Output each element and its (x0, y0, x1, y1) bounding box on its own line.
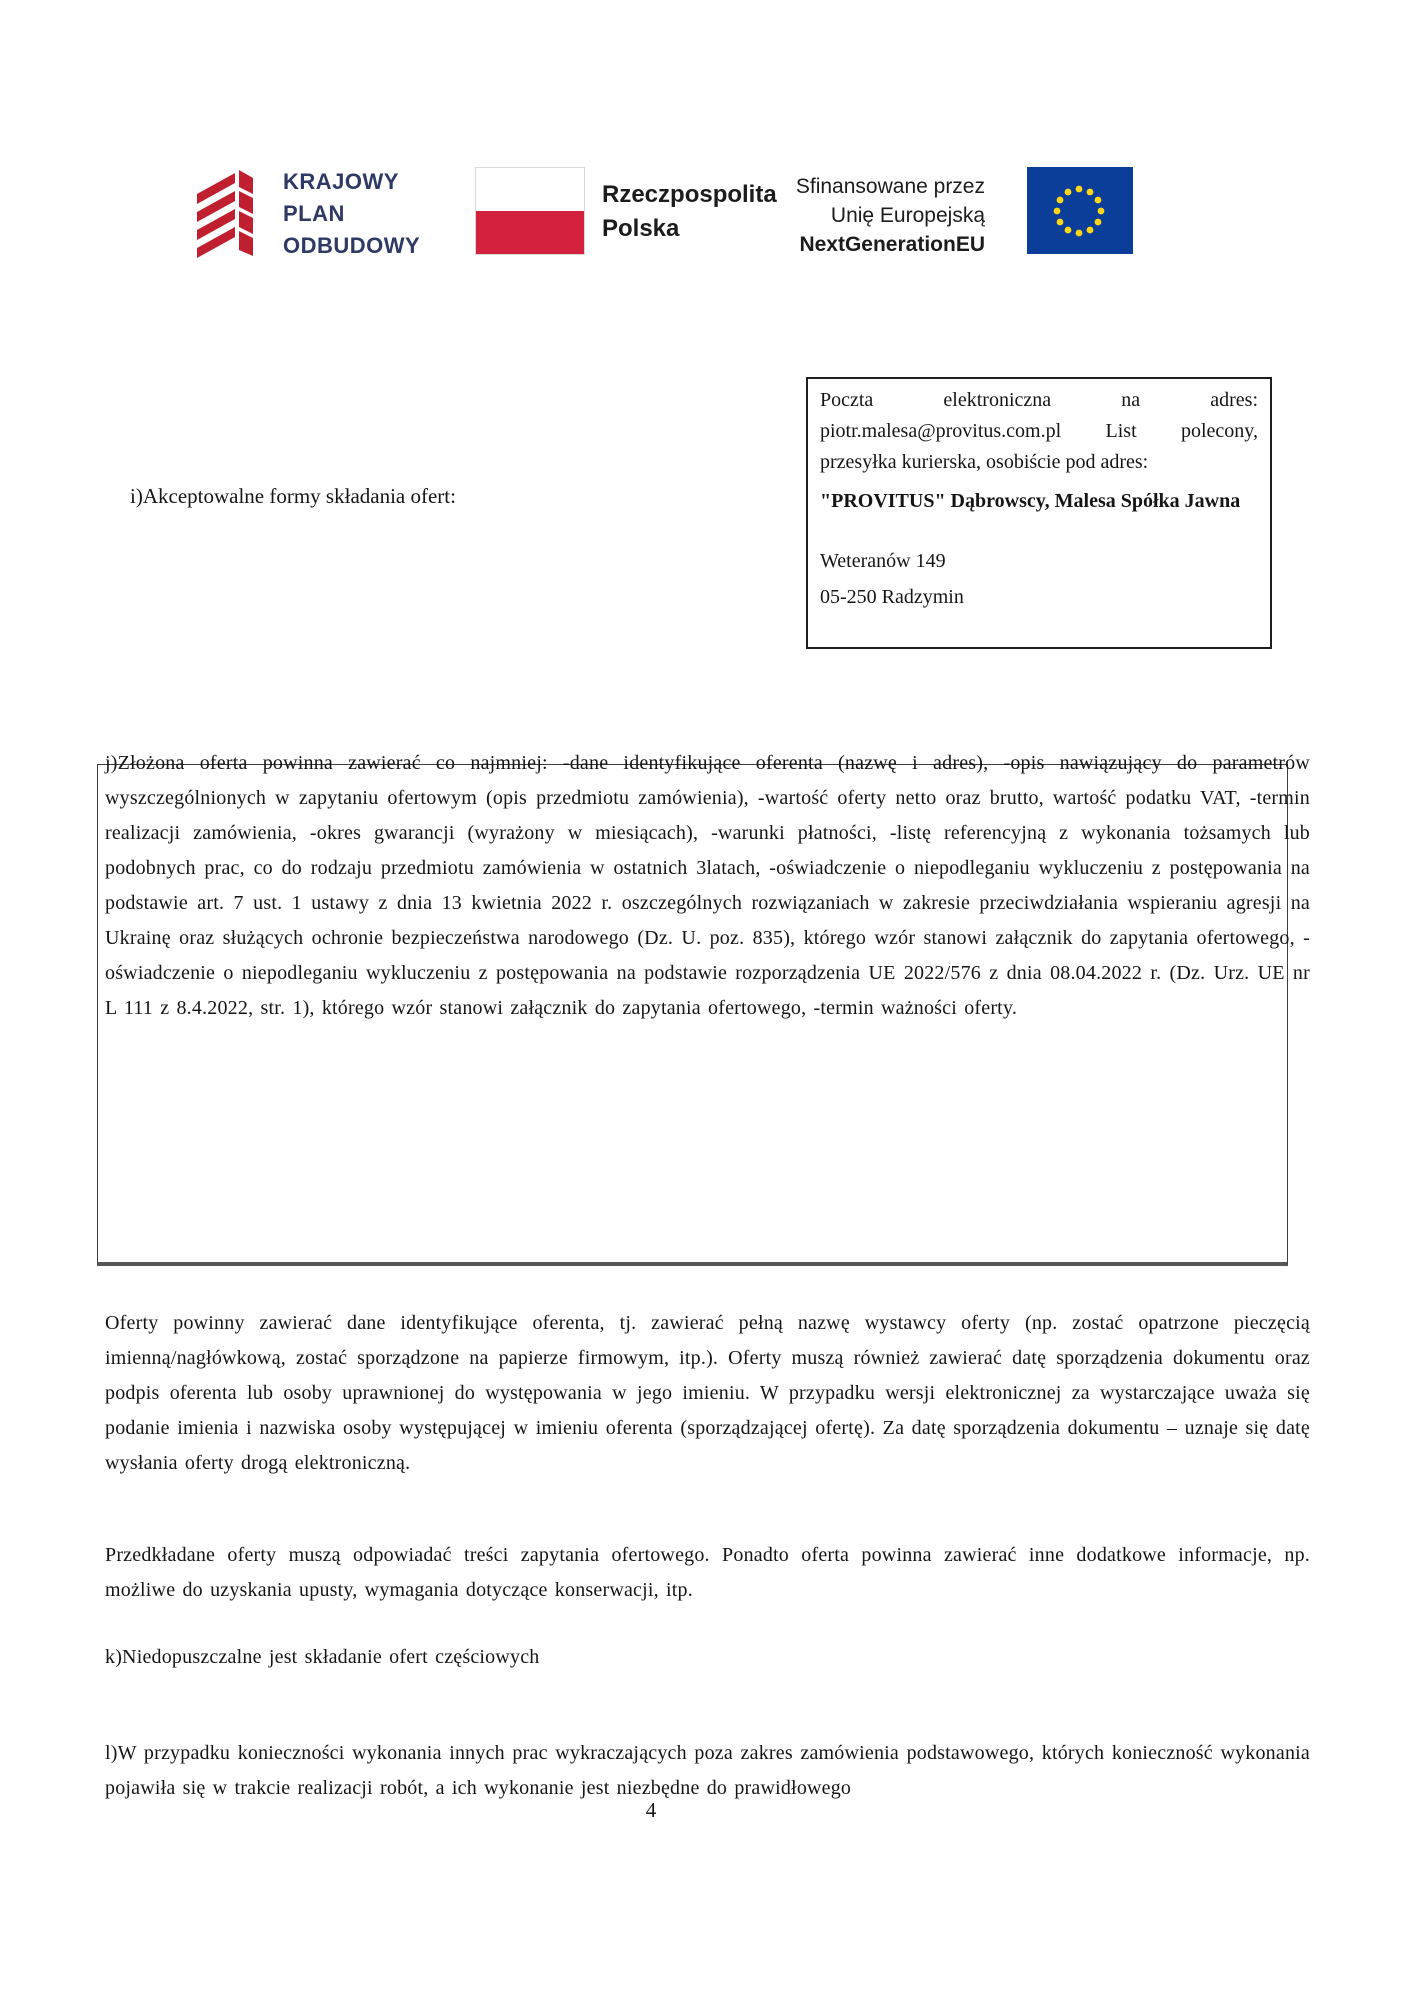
item-k-text: k)Niedopuszczalne jest składanie ofert częściowych (105, 1646, 540, 1668)
paragraph-offer-compliance: Przedkładane oferty muszą odpowiadać treści zapytania ofertowego. Ponadto oferta powinna zawierać inne dodatkowe informacje, np. możliwe do uzyskania upusty, wymagania dotyczące konserwacji, itp. (105, 1544, 1310, 1601)
item-j-text: j)Złożona oferta powinna zawierać co najmniej: -dane identyfikujące oferenta (nazwę i adres), -opis nawiązujący do parametrów wyszczególnionych w zapytaniu ofertowym (opis przedmiotu zamówienia), -wartość oferty netto oraz brutto, wartość podatku VAT, -termin realizacji zamówienia, -okres gwarancji (wyrażony w miesiącach), -warunki płatności, -listę referencyjną z wykonania tożsamych lub podobnych prac, co do rodzaju przedmiotu zamówienia w ostatnich 3latach, -oświadczenie o niepodleganiu wykluczeniu z postępowania na podstawie art. 7 ust. 1 ustawy z dnia 13 kwietnia 2022 r. oszczególnych rozwiązaniach w zakresie przeciwdziałania wspieraniu agresji na Ukrainę oraz służących ochronie bezpieczeństwa narodowego (Dz. U. poz. 835), którego wzór stanowi załącznik do zapytania ofertowego, - oświadczenie o niepodleganiu wykluczeniu z postępowania na podstawie rozporządzenia UE 2022/576 z dnia 08.04.2022 r. (Dz. Urz. UE nr L 111 z 8.4.2022, str. 1), którego wzór stanowi załącznik do zapytania ofertowego, -termin ważności oferty. (105, 752, 1310, 1019)
kpo-logo-icon (195, 168, 257, 260)
eu-funding-line2: Unię Europejską (830, 204, 985, 227)
eu-funding-line1: Sfinansowane przez (795, 175, 985, 198)
eu-funding-statement (745, 172, 985, 259)
street-address: Weteranów 149 (820, 550, 946, 572)
eu-funding-line3: NextGenerationEU (799, 233, 985, 256)
company-name: "PROVITUS" Dąbrowscy, Malesa Spółka Jawna (820, 490, 1241, 512)
kpo-logo-wordmark (283, 166, 420, 262)
kpo-word-line1: KRAJOWY (283, 169, 399, 194)
paragraph-offer-identity: Oferty powinny zawierać dane identyfikujące oferenta, tj. zawierać pełną nazwę wystawcy oferty (np. zostać opatrzone pieczęcią imienną/nagłówkową, zostać sporządzone na papierze firmowym, itp.). Oferty muszą również zawierać datę sporządzenia dokumentu oraz podpis oferenta lub osoby uprawnionej do występowania w jego imieniu. W przypadku wersji elektronicznej za wystarczające uważa się podanie imienia i nazwiska osoby występującej w imieniu oferenta (sporządzającej ofertę). Za datę sporządzenia dokumentu – uznaje się datę wysłania oferty drogą elektroniczną. (105, 1312, 1310, 1474)
kpo-word-line2: PLAN (283, 201, 345, 226)
poland-word-line1: Rzeczpospolita (602, 181, 777, 208)
postal-city: 05-250 Radzymin (820, 586, 964, 608)
submission-address-box (806, 377, 1272, 649)
poland-word-line2: Polska (602, 215, 680, 242)
poland-flag-icon (475, 167, 585, 255)
item-l-text: l)W przypadku konieczności wykonania innych prac wykraczających poza zakres zamówienia podstawowego, których konieczność wykonania pojawiła się w trakcie realizacji robót, a ich wykonanie jest niezbędne do prawidłowego (105, 1742, 1310, 1799)
address-intro-text: Poczta elektroniczna na adres: piotr.malesa@provitus.com.pl List polecony, przesyłka kurierska, osobiście pod adres: (820, 389, 1258, 473)
page-number: 4 (645, 1798, 657, 1822)
item-j-section (105, 746, 1310, 1026)
item-i-label: i)Akceptowalne formy składania ofert: (130, 484, 456, 508)
kpo-word-line3: ODBUDOWY (283, 233, 421, 258)
eu-flag-icon (1027, 167, 1133, 254)
